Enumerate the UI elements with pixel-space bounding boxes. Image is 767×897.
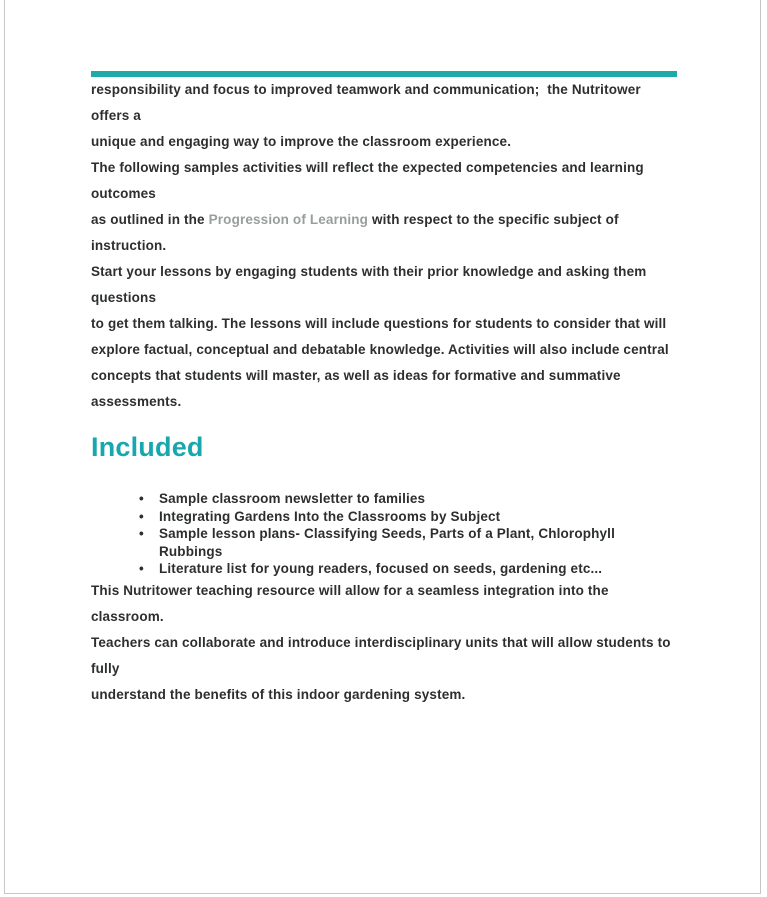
document-content bbox=[5, 71, 760, 708]
included-bullet-list bbox=[91, 490, 681, 578]
body-paragraph-outcomes bbox=[91, 155, 681, 259]
text-line: concepts that students will master, as well as ideas for formative and summative assessments. bbox=[91, 368, 625, 409]
text-line: to get them talking. The lessons will include questions for students to consider that will bbox=[91, 316, 667, 331]
text-line: understand the benefits of this indoor gardening system. bbox=[91, 686, 466, 702]
text-line: explore factual, conceptual and debatable knowledge. Activities will also include central bbox=[91, 342, 669, 357]
text-line bbox=[91, 207, 681, 259]
text-segment: with respect to the specific subject of instruction. bbox=[91, 212, 623, 253]
text-segment: as outlined in the bbox=[91, 212, 209, 227]
text-line: responsibility and focus to improved teamwork and communication; the Nutritower offers a bbox=[91, 82, 645, 123]
bullet-item: • Sample classroom newsletter to families bbox=[91, 490, 681, 508]
body-paragraph-closing bbox=[91, 578, 681, 708]
bullet-item: • Sample lesson plans- Classifying Seeds, Parts of a Plant, Chlorophyll Rubbings bbox=[91, 525, 681, 560]
body-paragraph-intro bbox=[91, 77, 681, 155]
text-line: unique and engaging way to improve the classroom experience. bbox=[91, 134, 512, 149]
body-paragraph-lessons bbox=[91, 259, 681, 415]
section-heading-included: Included bbox=[91, 432, 204, 462]
bullet-item: • Literature list for young readers, focused on seeds, gardening etc... bbox=[91, 560, 681, 578]
text-line: This Nutritower teaching resource will allow for a seamless integration into the classroom. bbox=[91, 582, 613, 624]
document-page bbox=[4, 0, 761, 894]
progression-of-learning-link[interactable]: Progression of Learning bbox=[208, 212, 369, 227]
text-line: Start your lessons by engaging students with their prior knowledge and asking them questions bbox=[91, 264, 651, 305]
text-line: The following samples activities will reflect the expected competencies and learning outcomes bbox=[91, 160, 648, 201]
text-line: Teachers can collaborate and introduce interdisciplinary units that will allow students to fully bbox=[91, 634, 675, 676]
bullet-item: • Integrating Gardens Into the Classrooms by Subject bbox=[91, 508, 681, 526]
